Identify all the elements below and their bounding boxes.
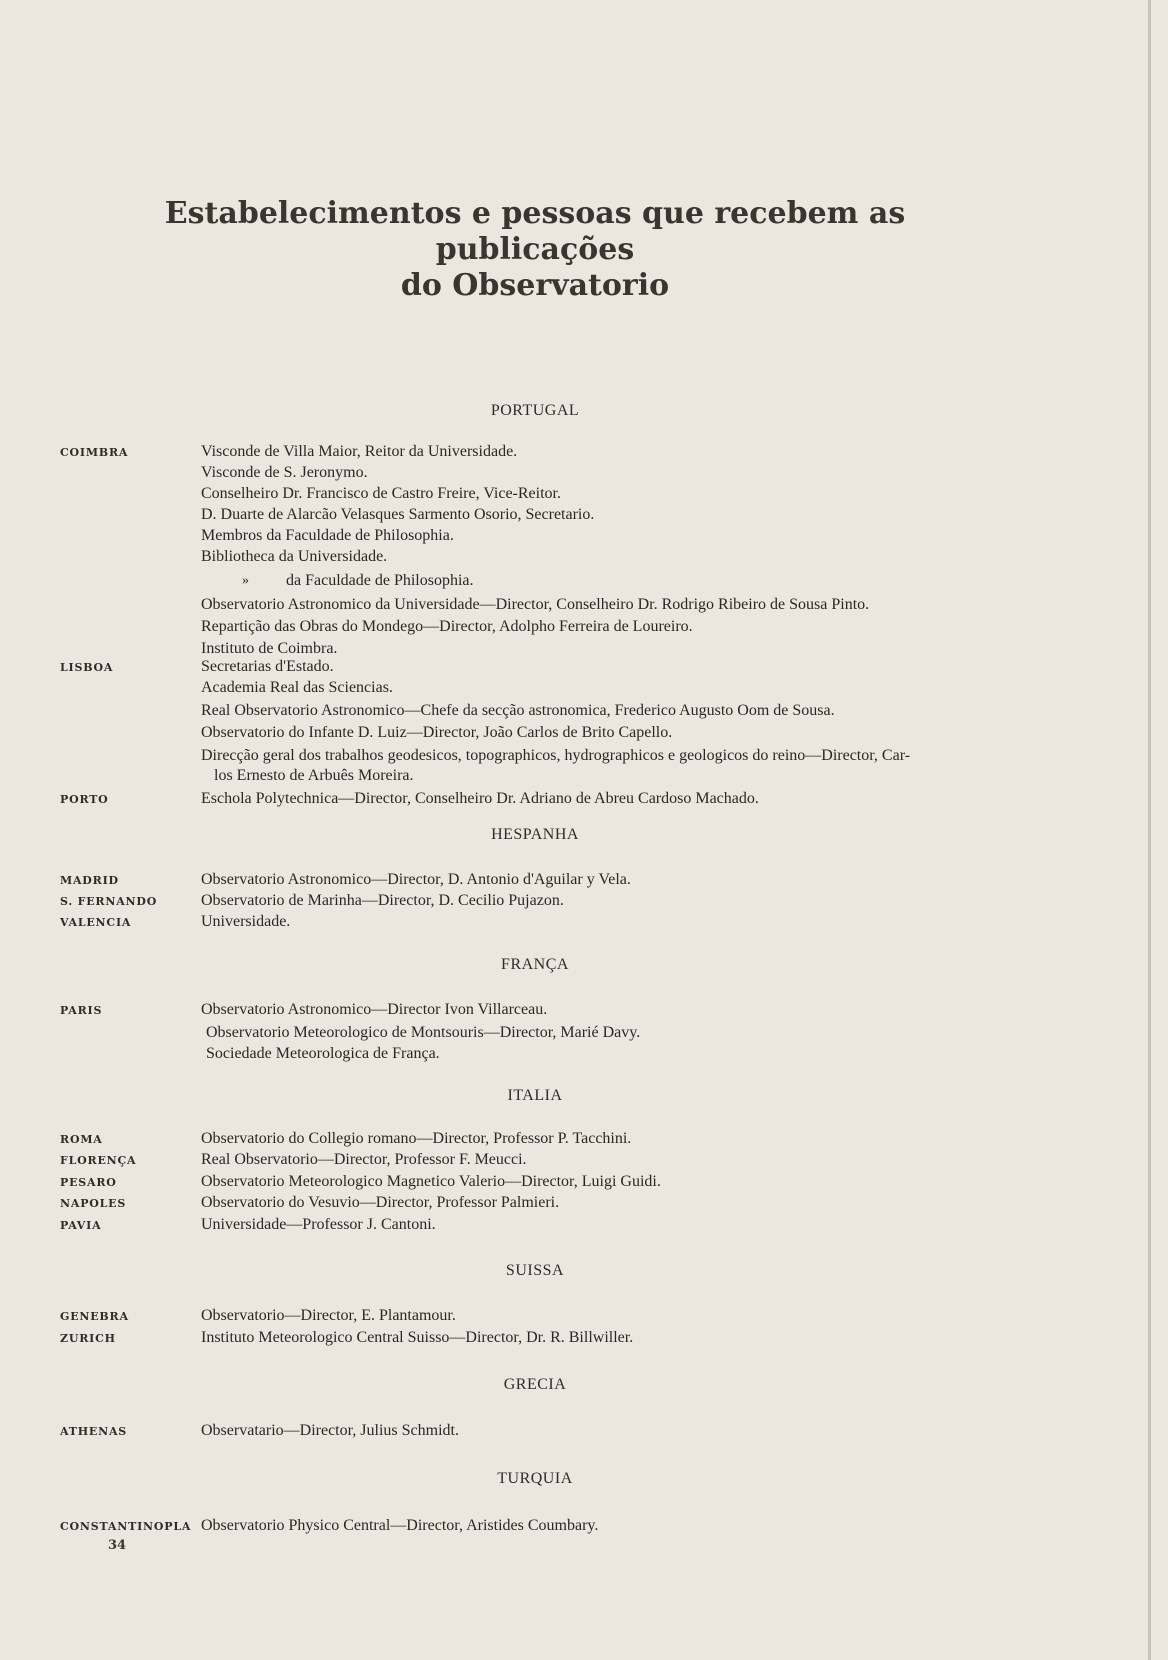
entry-text: Observatario—Director, Julius Schmidt. bbox=[201, 1422, 459, 1439]
list-item bbox=[0, 504, 1150, 526]
entry-text: Visconde de S. Jeronymo. bbox=[201, 464, 368, 481]
entry-text: Observatorio Meteorologico Magnetico Valerio—Director, Luigi Guidi. bbox=[201, 1173, 661, 1190]
location-label: MADRID bbox=[60, 874, 119, 887]
entry-text: Observatorio de Marinha—Director, D. Cecilio Pujazon. bbox=[201, 892, 564, 909]
list-item bbox=[0, 1128, 1150, 1150]
location-label: PARIS bbox=[60, 1004, 103, 1017]
location-label: ATHENAS bbox=[60, 1425, 128, 1438]
list-item bbox=[0, 1149, 1150, 1171]
list-item bbox=[0, 462, 1150, 484]
entry-text: Eschola Polytechnica—Director, Conselheiro Dr. Adriano de Abreu Cardoso Machado. bbox=[201, 790, 759, 807]
list-item bbox=[0, 525, 1150, 547]
list-item bbox=[0, 1022, 1150, 1044]
entry-text: Observatorio Meteorologico de Montsouris—Director, Marié Davy. bbox=[206, 1024, 641, 1041]
location-label: COIMBRA bbox=[60, 446, 129, 459]
list-item bbox=[0, 1214, 1150, 1236]
location-label: ROMA bbox=[60, 1133, 103, 1146]
title-line-2: do Observatorio bbox=[400, 268, 670, 303]
entry-text: Secretarias d'Estado. bbox=[201, 658, 334, 675]
list-item bbox=[0, 483, 1150, 505]
entry-text: Observatorio Astronomico—Director Ivon Villarceau. bbox=[201, 1001, 548, 1018]
list-item bbox=[0, 656, 1150, 678]
location-label: PORTO bbox=[60, 793, 109, 806]
list-item bbox=[0, 788, 1150, 810]
entry-text: Bibliotheca da Universidade. bbox=[201, 548, 388, 565]
entry-text: Real Observatorio—Director, Professor F. Meucci. bbox=[201, 1151, 527, 1168]
list-item bbox=[0, 1171, 1150, 1193]
entry-text: Universidade. bbox=[201, 913, 291, 930]
list-item bbox=[0, 1420, 1150, 1442]
entry-text: Universidade—Professor J. Cantoni. bbox=[201, 1216, 436, 1233]
entry-text: Instituto Meteorologico Central Suisso—Director, Dr. R. Billwiller. bbox=[201, 1329, 634, 1346]
entry-text: Conselheiro Dr. Francisco de Castro Freire, Vice-Reitor. bbox=[201, 485, 561, 502]
list-item bbox=[0, 1305, 1150, 1327]
list-item bbox=[0, 890, 1150, 912]
entry-text: Sociedade Meteorologica de França. bbox=[206, 1045, 440, 1062]
location-label: S. FERNANDO bbox=[60, 895, 158, 908]
list-item bbox=[0, 441, 1150, 463]
entry-text: Observatorio Astronomico da Universidade—Director, Conselheiro Dr. Rodrigo Ribeiro de Sousa Pinto. bbox=[201, 596, 870, 613]
entry-text: los Ernesto de Arbuês Moreira. bbox=[214, 767, 414, 784]
list-item bbox=[0, 616, 1150, 638]
section-header-franca: FRANÇA bbox=[501, 956, 569, 973]
location-label: VALENCIA bbox=[60, 916, 132, 929]
entry-text: Observatorio do Collegio romano—Director, Professor P. Tacchini. bbox=[201, 1130, 632, 1147]
entry-text: da Faculdade de Philosophia. bbox=[286, 572, 474, 589]
entry-text: Observatorio Astronomico—Director, D. Antonio d'Aguilar y Vela. bbox=[201, 871, 631, 888]
list-item bbox=[0, 1043, 1150, 1065]
entry-text: Observatorio do Vesuvio—Director, Professor Palmieri. bbox=[201, 1194, 560, 1211]
entry-text: D. Duarte de Alarcão Velasques Sarmento Osorio, Secretario. bbox=[201, 506, 595, 523]
page-title bbox=[80, 196, 990, 304]
list-item bbox=[0, 546, 1150, 568]
page-number: 34 bbox=[108, 1538, 127, 1553]
location-label: PESARO bbox=[60, 1176, 117, 1189]
list-item bbox=[0, 745, 1150, 767]
entry-text: Real Observatorio Astronomico—Chefe da secção astronomica, Frederico Augusto Oom de Sousa. bbox=[201, 702, 835, 719]
entry-text: Observatorio Physico Central—Director, Aristides Coumbary. bbox=[201, 1517, 599, 1534]
location-label: CONSTANTINOPLA bbox=[60, 1520, 192, 1533]
list-item bbox=[0, 722, 1150, 744]
section-header-turquia: TURQUIA bbox=[497, 1470, 573, 1487]
entry-text: Direcção geral dos trabalhos geodesicos, topographicos, hydrographicos e geologicos do reino—Director, Car- bbox=[201, 747, 911, 764]
title-line-1: Estabelecimentos e pessoas que recebem as publicações bbox=[164, 196, 906, 267]
entry-text: Observatorio do Infante D. Luiz—Director, João Carlos de Brito Capello. bbox=[201, 724, 673, 741]
location-label: GENEBRA bbox=[60, 1310, 129, 1323]
list-item bbox=[0, 677, 1150, 699]
entry-text: Visconde de Villa Maior, Reitor da Universidade. bbox=[201, 443, 518, 460]
location-label: FLORENÇA bbox=[60, 1154, 137, 1167]
entry-text: Academia Real das Sciencias. bbox=[201, 679, 393, 696]
location-label: ZURICH bbox=[60, 1332, 116, 1345]
list-item bbox=[0, 1192, 1150, 1214]
section-header-portugal: PORTUGAL bbox=[490, 402, 580, 419]
list-item bbox=[0, 765, 1150, 787]
list-item bbox=[0, 1515, 1150, 1537]
list-item bbox=[0, 594, 1150, 616]
section-header-italia: ITALIA bbox=[507, 1087, 563, 1104]
section-header-hespanha: HESPANHA bbox=[491, 826, 579, 843]
entry-text: Membros da Faculdade de Philosophia. bbox=[201, 527, 454, 544]
ditto-mark: » bbox=[242, 573, 249, 588]
location-label: LISBOA bbox=[60, 661, 114, 674]
entry-text: Instituto de Coimbra. bbox=[201, 640, 338, 657]
location-label: NAPOLES bbox=[60, 1197, 127, 1210]
list-item bbox=[0, 1327, 1150, 1349]
location-label: PAVIA bbox=[60, 1219, 102, 1232]
list-item bbox=[0, 700, 1150, 722]
list-item bbox=[0, 999, 1150, 1021]
entry-text: Repartição das Obras do Mondego—Director, Adolpho Ferreira de Loureiro. bbox=[201, 618, 693, 635]
list-item bbox=[0, 911, 1150, 933]
entry-text: Observatorio—Director, E. Plantamour. bbox=[201, 1307, 456, 1324]
section-header-grecia: GRECIA bbox=[503, 1376, 567, 1393]
section-header-suissa: SUISSA bbox=[505, 1262, 565, 1279]
list-item bbox=[0, 570, 1150, 592]
list-item bbox=[0, 869, 1150, 891]
